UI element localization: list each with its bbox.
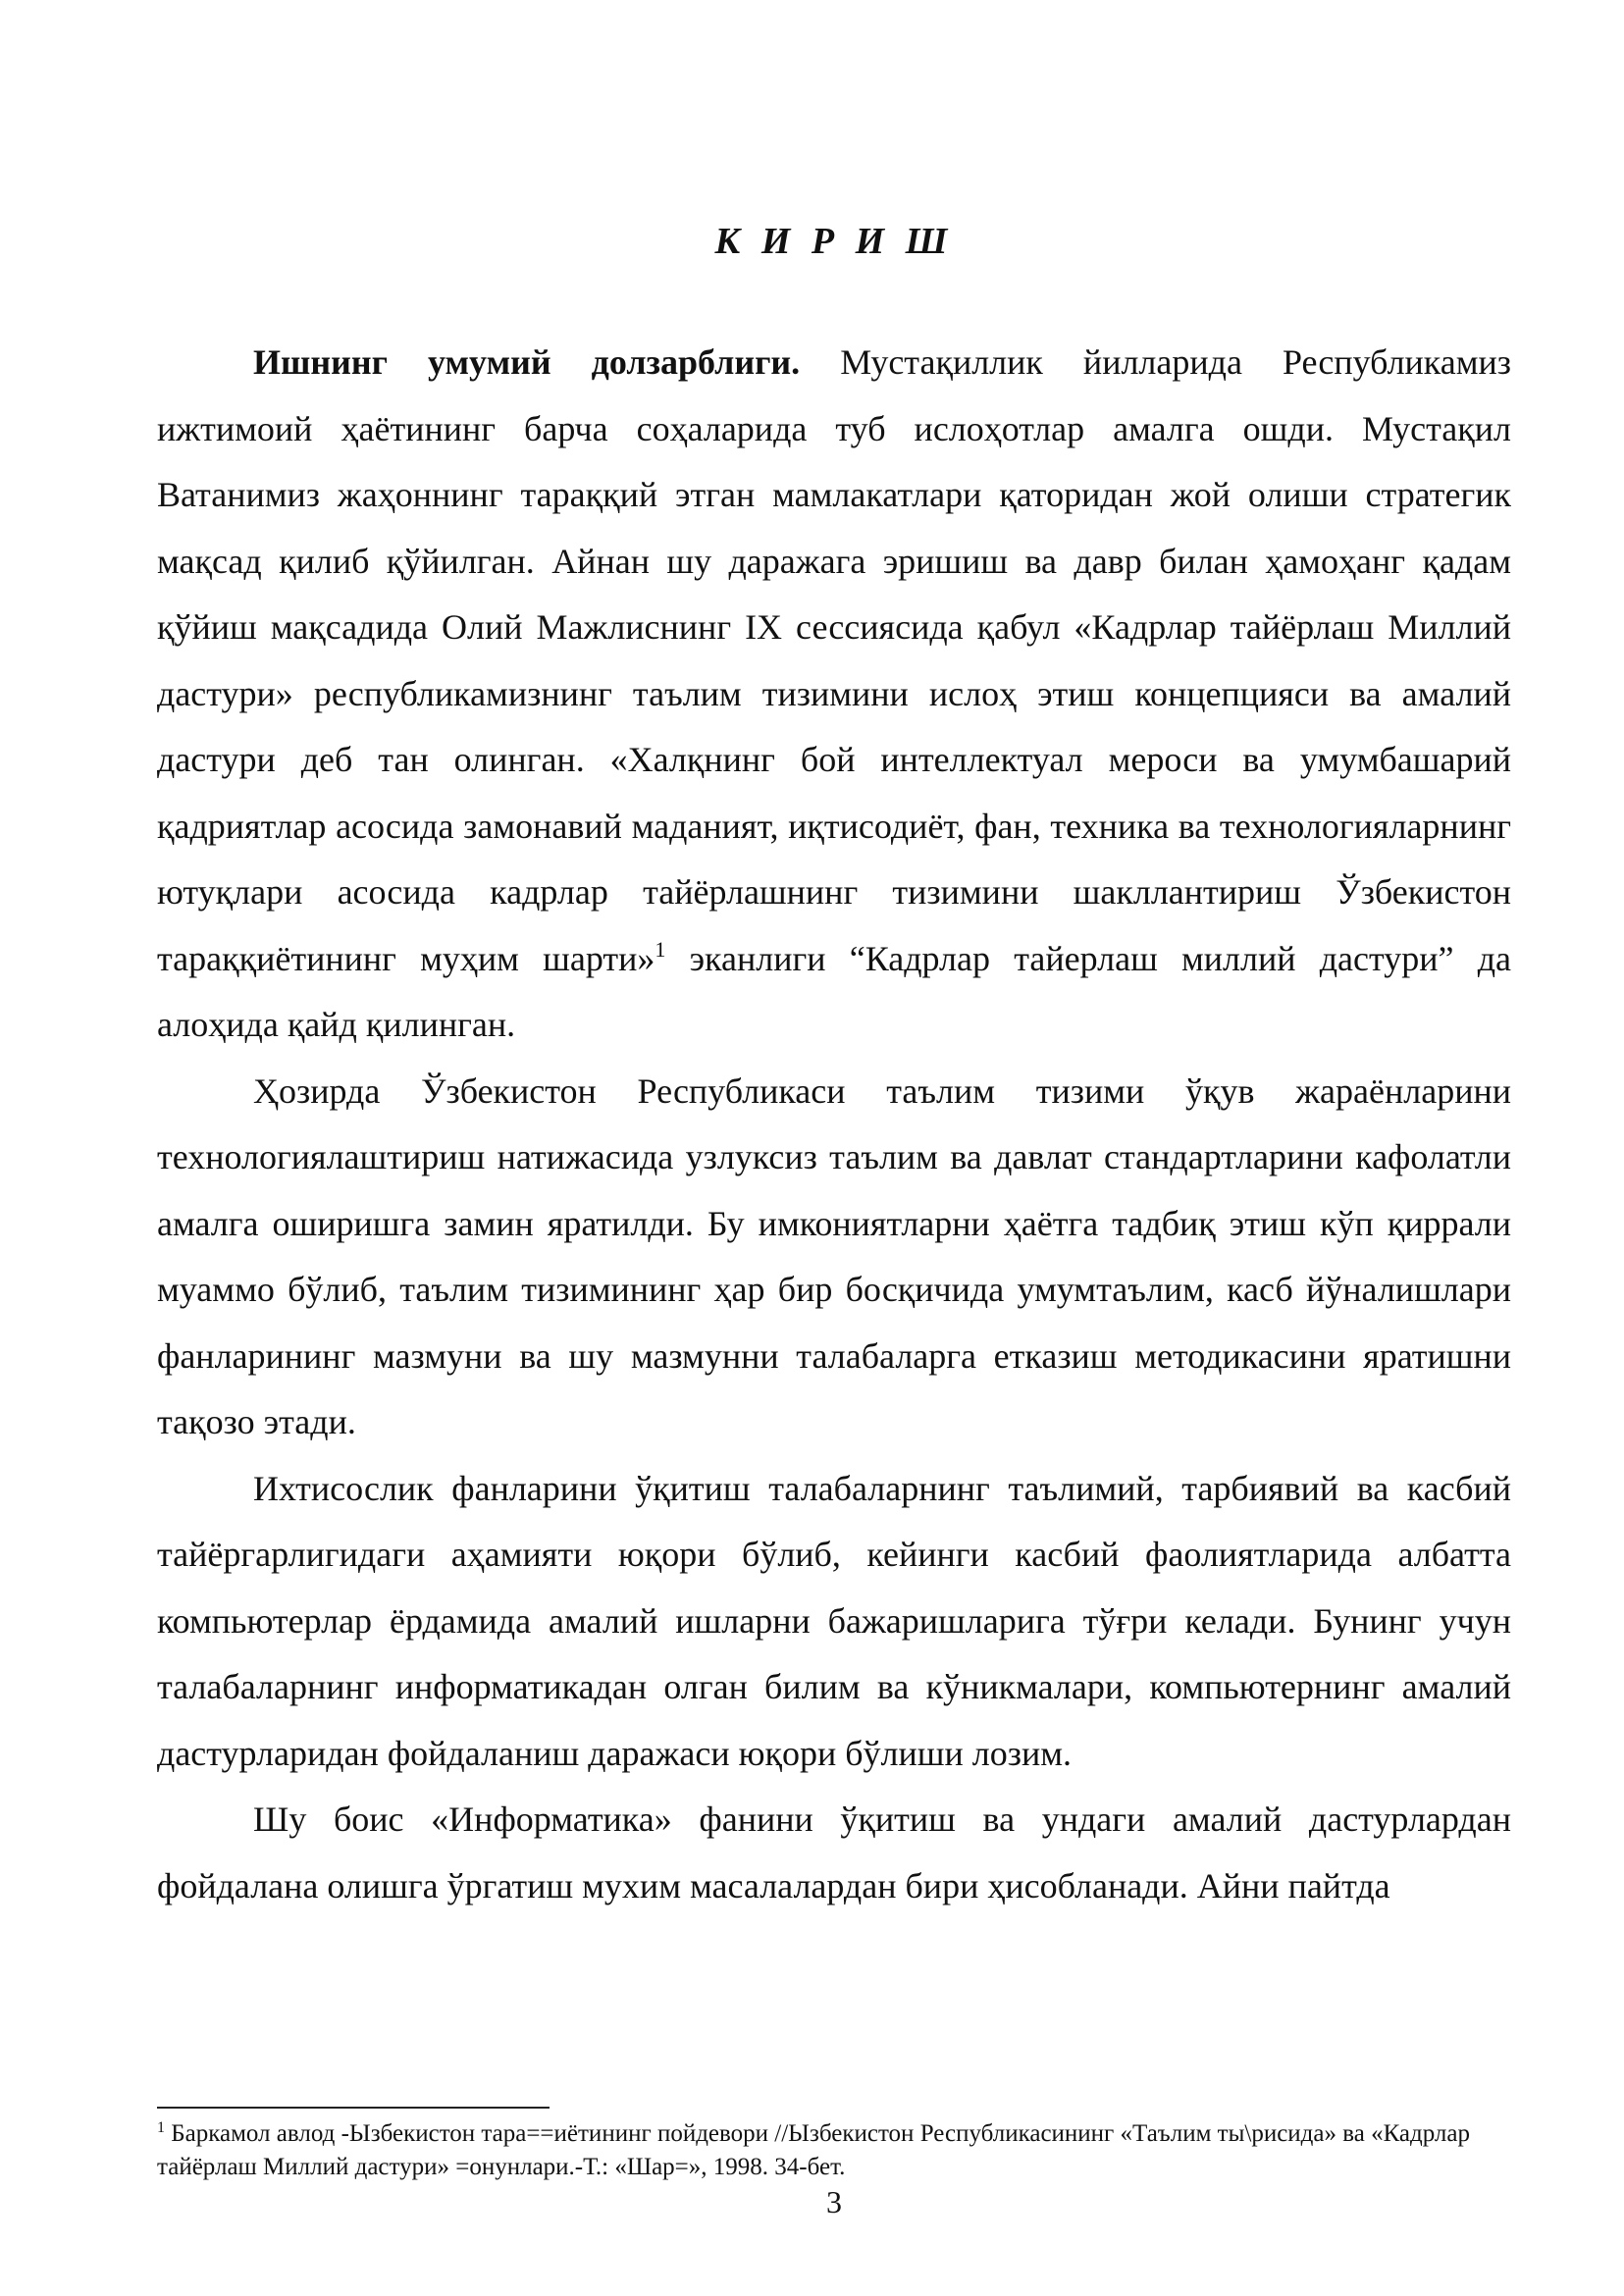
footnote <box>157 2117 1511 2184</box>
paragraph-3: Ихтисослик фанларини ўқитиш талабаларнинг таълимий, тарбиявий ва касбий тайёргарлигидаги аҳамияти юқори бўлиб, кейинги касбий фаолиятларида албатта компьютерлар ёрдамида амалий ишларни бажаришларига тўғри келади. Бунинг учун талабаларнинг информатикадан олган билим ва кўникмалари, компьютернинг амалий дастурларидан фойдаланиш даражаси юқори бўлиши лозим. <box>157 1468 1511 1773</box>
paragraph-1-text: Мустақиллик йилларида Республикамиз ижтимоий ҳаётининг барча соҳаларида туб ислоҳотлар амалга ошди. Мустақил Ватанимиз жаҳоннинг тараққий этган мамлакатлари қаторидан жой олиши стратегик мақсад қилиб қўйилган. Айнан шу даражага эришиш ва давр билан ҳамоҳанг қадам қўйиш мақсадида Олий Мажлиснинг IX сессиясида қабул «Кадрлар тайёрлаш Миллий дастури» республикамизнинг таълим тизимини ислоҳ этиш концепцияси ва амалий дастури деб тан олинган. «Халқнинг бой интеллектуал мероси ва умумбашарий қадриятлар асосида замонавий маданият, иқтисодиёт, фан, техника ва технологияларнинг ютуқлари асосида кадрлар тайёрлашнинг тизимини шакллантириш Ўзбекистон тараққиётининг муҳим шарти» <box>157 342 1511 978</box>
paragraph-lead-heading: Ишнинг умумий долзарблиги. <box>253 342 801 382</box>
page-title: К И Р И Ш <box>714 221 954 262</box>
paragraph-4: Шу боис «Информатика» фанини ўқитиш ва ундаги амалий дастурлардан фойдалана олишга ўргатиш мухим масалалардан бири ҳисобланади. Айни пайтда <box>157 1800 1511 1905</box>
footnote-separator <box>157 2107 550 2109</box>
footnote-marker: 1 <box>157 2119 165 2136</box>
paragraph-1 <box>157 330 1511 1059</box>
footnote-text: Баркамол авлод -Ызбекистон тара==иётининг пойдевори //Ызбекистон Республикасининг «Таълим ты\рисида» ва «Кадрлар тайёрлаш Миллий дастури» =онунлари.-Т.: «Шар=», 1998. 34-бет. <box>157 2120 1470 2180</box>
paragraph-2: Ҳозирда Ўзбекистон Республикаси таълим тизими ўқув жараёнларини технологиялаштириш натижасида узлуксиз таълим ва давлат стандартларини кафолатли амалга оширишга замин яратилди. Бу имкониятларни ҳаётга тадбиқ этиш кўп қиррали муаммо бўлиб, таълим тизимининг ҳар бир босқичида умумтаълим, касб йўналишлари фанларининг мазмуни ва шу мазмунни талабаларга етказиш методикасини яратишни тақозо этади. <box>157 1070 1511 1441</box>
paragraph-1-text-after: эканлиги “Кадрлар тайерлаш миллий дастури” да алоҳида қайд қилинган. <box>157 938 1511 1044</box>
page-number: 3 <box>826 2184 842 2219</box>
body-text <box>157 330 1511 1919</box>
footnote-reference[interactable]: 1 <box>655 936 666 962</box>
